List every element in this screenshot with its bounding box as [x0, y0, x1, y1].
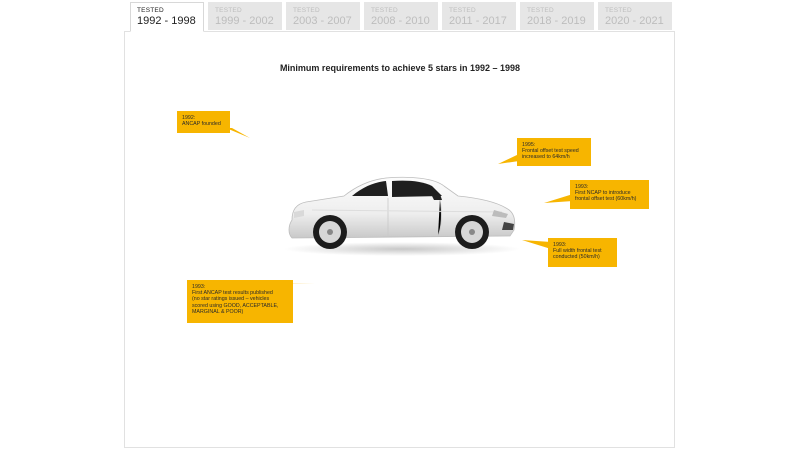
- note-1992-ancap-founded: [177, 111, 230, 133]
- note-text: (no star ratings issued – vehicles: [192, 296, 270, 303]
- pointer-1995: [498, 154, 519, 164]
- note-year: 1993:: [575, 184, 589, 190]
- note-year: 1995:: [522, 142, 536, 148]
- note-1995-speed: [517, 138, 591, 166]
- note-text: frontal offset test (60km/h): [575, 196, 637, 203]
- tab-caption: TESTED: [605, 7, 632, 14]
- note-text: Full width frontal test: [553, 248, 602, 255]
- note-year: 1993:: [192, 284, 206, 290]
- note-text: MARGINAL & POOR): [192, 308, 244, 315]
- note-text: increased to 64km/h: [522, 154, 570, 161]
- note-text: First NCAP to introduce: [575, 190, 631, 197]
- tab-caption: TESTED: [215, 7, 242, 14]
- page-title: Minimum requirements to achieve 5 stars in 1992 – 1998: [279, 63, 521, 73]
- note-text: conducted (50km/h): [553, 254, 600, 261]
- note-text: First ANCAP test results published: [192, 290, 273, 297]
- tab-label: 1992 - 1998: [137, 15, 196, 27]
- pointer-1993a: [544, 194, 573, 203]
- tab-caption: TESTED: [371, 7, 398, 14]
- tab-label: 1999 - 2002: [215, 15, 274, 27]
- tab-label: 2020 - 2021: [605, 15, 664, 27]
- pointer-1993b: [522, 240, 551, 249]
- car-image: [282, 172, 522, 258]
- note-year: 1993:: [553, 242, 567, 248]
- tab-label: 2018 - 2019: [527, 15, 586, 27]
- note-1993-first-results: [187, 280, 293, 323]
- tab-1992-1998[interactable]: [130, 2, 204, 32]
- tab-caption: TESTED: [449, 7, 476, 14]
- note-1993-frontal-offset: [570, 180, 649, 209]
- note-text: ANCAP founded: [182, 121, 221, 128]
- tab-caption: TESTED: [527, 7, 554, 14]
- tab-caption: TESTED: [293, 7, 320, 14]
- note-1993-full-width: [548, 238, 617, 267]
- note-year: 1992:: [182, 115, 196, 121]
- note-text: scored using GOOD, ACCEPTABLE,: [192, 302, 279, 309]
- tab-label: 2003 - 2007: [293, 15, 352, 27]
- note-text: Frontal offset test speed: [522, 148, 579, 155]
- tab-caption: TESTED: [137, 7, 164, 14]
- tab-label: 2011 - 2017: [449, 15, 507, 27]
- tab-label: 2008 - 2010: [371, 15, 430, 27]
